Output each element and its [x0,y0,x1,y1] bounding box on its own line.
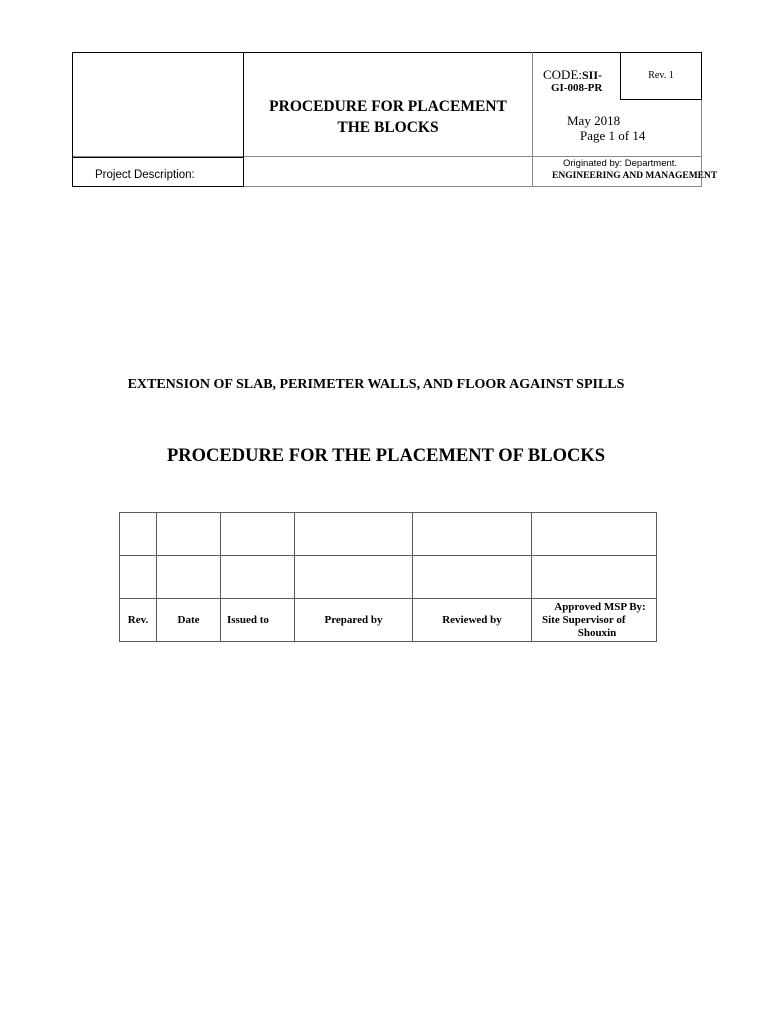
table-row [120,556,657,599]
page-number: Page 1 of 14 [580,128,646,143]
document-subtitle: EXTENSION OF SLAB, PERIMETER WALLS, AND FLOOR AGAINST SPILLS [127,377,625,392]
project-description-label: Project Description: [95,169,195,181]
table-cell [157,556,221,599]
document-main-title: PROCEDURE FOR THE PLACEMENT OF BLOCKS [166,446,606,466]
col-header-issued-to: Issued to [221,599,295,642]
header-border-left [72,52,73,187]
originated-by: Originated by: Department. [563,158,678,169]
table-header-row [120,599,657,642]
col-header-reviewed-by: Reviewed by [413,599,532,642]
code-part2: GI-008-PR [551,82,603,94]
table-cell [221,556,295,599]
code-part1: SII- [582,68,603,82]
approved-line2: Site Supervisor of [542,613,626,626]
rev-box-right [701,52,702,100]
rev-box-bottom [620,99,702,100]
col-header-rev: Rev. [120,599,157,642]
table-cell [120,513,157,556]
revision-number: Rev. 1 [648,70,674,81]
document-code [543,67,602,83]
header-divider-2 [532,52,533,187]
header-title [244,96,532,138]
table-row [120,513,657,556]
table-cell [157,513,221,556]
table-cell [120,556,157,599]
table-cell [413,513,532,556]
table-cell [532,556,657,599]
header-border-top [72,52,702,53]
code-prefix: CODE: [543,67,582,82]
header-border-bottom [243,186,702,187]
col-header-prepared-by: Prepared by [295,599,413,642]
table-cell [295,556,413,599]
col-header-approved-by [532,599,657,642]
header-border-project-top [72,157,244,158]
header-border-bottom-left [72,186,244,187]
document-date: May 2018 [567,113,621,128]
table-cell [295,513,413,556]
approved-line3: Shouxin [577,626,617,639]
header-title-line1: PROCEDURE FOR PLACEMENT [269,98,507,115]
col-header-date: Date [157,599,221,642]
table-cell [532,513,657,556]
document-header [0,0,768,200]
approved-line1: Approved MSP By: [554,600,646,613]
approved-by-text [532,601,656,640]
table-cell [413,556,532,599]
revision-table [119,512,657,642]
department-name: ENGINEERING AND MANAGEMENT [552,171,718,181]
header-title-line2: THE BLOCKS [337,119,439,136]
table-cell [221,513,295,556]
